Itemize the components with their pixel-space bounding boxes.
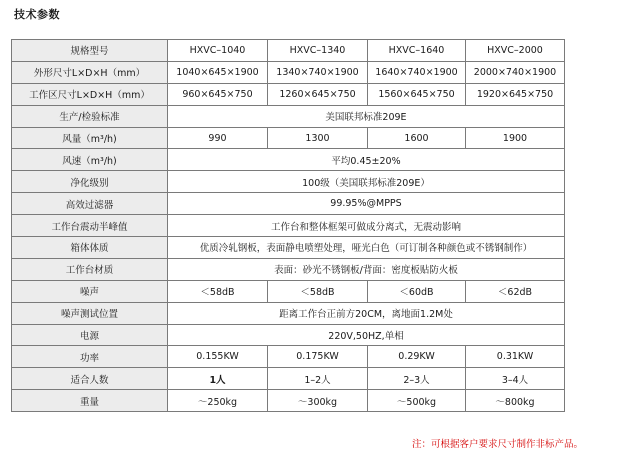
value-cell: HXVC–1640	[368, 40, 466, 62]
table-row	[12, 324, 565, 346]
table-row	[12, 83, 565, 105]
value-cell: 3–4人	[466, 368, 565, 390]
row-label: 规格型号	[12, 40, 168, 62]
merged-value-cell: 优质冷轧钢板，表面静电喷塑处理，哑光白色（可订制各种颜色或不锈钢制作）	[168, 237, 565, 259]
value-cell: 960×645×750	[168, 83, 268, 105]
merged-value-cell: 99.95%@MPPS	[168, 193, 565, 215]
value-cell: ＜58dB	[168, 280, 268, 302]
value-cell: 1–2人	[268, 368, 368, 390]
value-cell: 0.155KW	[168, 346, 268, 368]
value-cell: 1260×645×750	[268, 83, 368, 105]
merged-value-cell: 100级（美国联邦标准209E）	[168, 171, 565, 193]
table-row	[12, 237, 565, 259]
value-cell: ～300kg	[268, 390, 368, 412]
value-cell: ＜60dB	[368, 280, 466, 302]
table-row	[12, 302, 565, 324]
value-cell: 1340×740×1900	[268, 61, 368, 83]
row-label: 电源	[12, 324, 168, 346]
value-cell: 1300	[268, 127, 368, 149]
table-row	[12, 280, 565, 302]
row-label: 工作台材质	[12, 258, 168, 280]
table-row	[12, 105, 565, 127]
row-label: 高效过滤器	[12, 193, 168, 215]
table-row	[12, 390, 565, 412]
row-label: 噪声测试位置	[12, 302, 168, 324]
spec-table	[11, 39, 565, 412]
table-row	[12, 215, 565, 237]
table-row	[12, 127, 565, 149]
table-row	[12, 346, 565, 368]
row-label: 工作台震动半峰值	[12, 215, 168, 237]
table-row	[12, 149, 565, 171]
merged-value-cell: 平均0.45±20%	[168, 149, 565, 171]
value-cell: 1900	[466, 127, 565, 149]
table-row	[12, 61, 565, 83]
value-cell: 1600	[368, 127, 466, 149]
merged-value-cell: 工作台和整体框架可做成分离式，无震动影响	[168, 215, 565, 237]
row-label: 风量（m³/h)	[12, 127, 168, 149]
spec-table-body	[12, 40, 565, 412]
row-label: 外形尺寸L×D×H（mm）	[12, 61, 168, 83]
row-label: 适合人数	[12, 368, 168, 390]
row-label: 重量	[12, 390, 168, 412]
row-label: 风速（m³/h)	[12, 149, 168, 171]
value-cell: ＜58dB	[268, 280, 368, 302]
value-cell: 1640×740×1900	[368, 61, 466, 83]
value-cell: 2–3人	[368, 368, 466, 390]
merged-value-cell: 表面：砂光不锈钢板/背面：密度板贴防火板	[168, 258, 565, 280]
row-label: 箱体体质	[12, 237, 168, 259]
row-label: 工作区尺寸L×D×H（mm）	[12, 83, 168, 105]
row-label: 噪声	[12, 280, 168, 302]
value-cell: 1920×645×750	[466, 83, 565, 105]
row-label: 净化级别	[12, 171, 168, 193]
table-row	[12, 193, 565, 215]
value-cell: HXVC–1040	[168, 40, 268, 62]
page-title: 技术参数	[14, 8, 60, 21]
merged-value-cell: 220V,50HZ,单相	[168, 324, 565, 346]
footnote: 注：可根据客户要求尺寸制作非标产品。	[411, 439, 583, 450]
table-row	[12, 258, 565, 280]
value-cell: 2000×740×1900	[466, 61, 565, 83]
value-cell: 0.29KW	[368, 346, 466, 368]
merged-value-cell: 美国联邦标准209E	[168, 105, 565, 127]
row-label: 生产/检验标准	[12, 105, 168, 127]
value-cell: ＜62dB	[466, 280, 565, 302]
value-cell: 1560×645×750	[368, 83, 466, 105]
value-cell: HXVC–2000	[466, 40, 565, 62]
value-cell: 0.175KW	[268, 346, 368, 368]
table-row	[12, 171, 565, 193]
value-cell: 1人	[168, 368, 268, 390]
table-row	[12, 368, 565, 390]
row-label: 功率	[12, 346, 168, 368]
value-cell: ～500kg	[368, 390, 466, 412]
merged-value-cell: 距离工作台正前方20CM，离地面1.2M处	[168, 302, 565, 324]
value-cell: ～800kg	[466, 390, 565, 412]
table-row	[12, 40, 565, 62]
value-cell: ～250kg	[168, 390, 268, 412]
value-cell: 0.31KW	[466, 346, 565, 368]
value-cell: HXVC–1340	[268, 40, 368, 62]
value-cell: 1040×645×1900	[168, 61, 268, 83]
value-cell: 990	[168, 127, 268, 149]
